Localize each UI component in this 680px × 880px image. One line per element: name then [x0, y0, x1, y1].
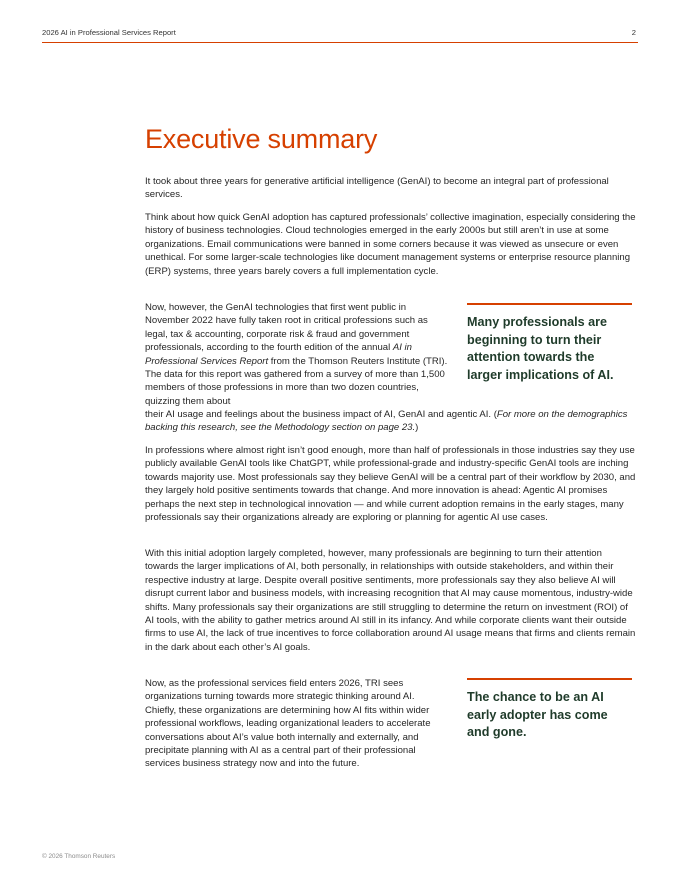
methodology-note: For more on the demographics backing this research, see the Methodology section on page 23. [145, 409, 628, 434]
page-number: 2 [631, 28, 636, 37]
paragraph-genai-roots-continued [145, 408, 637, 435]
paragraph-current-usage: In professions where almost right isn’t good enough, more than half of professionals in those industries say they use publicly available GenAI tools like ChatGPT, while professional-grade and industry-specific GenAI tools are inching towards majority use. Most professionals say they believe GenAI will be a central part of their workflow by 2030, and they largely hold positive sentiments towards that change. And more innovation is ahead: Agentic AI promises perhaps the next step in technological innovation — and while current adoption remains in the early stages, many professionals say their organizations already are exploring or planning for agentic AI use cases. [145, 445, 636, 524]
text-segment: Now, however, the GenAI technologies that first went public in November 2022 have fully taken root in critical professions such as legal, tax & accounting, corporate risk & fraud and government professionals, according to the fourth edition of the annual [145, 302, 428, 354]
text-segment: their AI usage and feelings about the business impact of AI, GenAI and agentic AI. ( [145, 409, 497, 420]
pull-quote-text: Many professionals are beginning to turn their attention towards the larger implications of AI. [467, 315, 614, 382]
paragraph-strategic-thinking: Now, as the professional services field enters 2026, TRI sees organizations turning towards more strategic thinking around AI. Chiefly, these organizations are determining how AI fits within wider professional workflows, leading organizational leaders to accelerate conversations about AI’s value both internally and externally, and precipitate planning with AI as a central part of their professional services business strategy now and into the future. [145, 678, 431, 770]
pull-quote-early-adopter [467, 678, 632, 742]
paragraph-larger-implications: With this initial adoption largely completed, however, many professionals are beginning to turn their attention towards the larger implications of AI, both personally, in relationships with outside stakeholders, and within their respective industry at large. Despite overall positive sentiments, more professionals say they also believe AI will disrupt current labor and business models, with increasing recognition that AI may cause momentous, industry-wide shifts. Many professionals say their organizations are still struggling to determine the return on investment (ROI) of AI tools, with the ability to gather metrics around AI still in its infancy. And while corporate clients want their outside firms to use AI, the lack of true incentives to force collaboration around AI usage means that firms and clients remain in the dark about each other’s AI goals. [145, 548, 636, 653]
page-header [42, 28, 638, 43]
text-segment: ) [415, 422, 419, 434]
text-segment: from the Thomson Reuters Institute (TRI). The data for this report was gathered from a survey of more than 1,500 members of those professions in more than two dozen countries, quizzing them about [145, 355, 448, 407]
page-title: Executive summary [145, 124, 378, 154]
footer-copyright: © 2026 Thomson Reuters [42, 853, 116, 860]
report-name: AI in Professional Services Report [145, 342, 412, 367]
paragraph-adoption-history: Think about how quick GenAI adoption has captured professionals’ collective imagination, especially considering the history of business technologies. Cloud technologies emerged in the early 2000s but still aren’t in use at some organizations. Email communications were banned in some corners because it was viewed as unsecure or even unethical. For some larger-scale technologies like document management systems or enterprise resource planning (ERP) systems, three years barely covers a full implementation cycle. [145, 212, 636, 277]
report-title: 2026 AI in Professional Services Report [42, 28, 176, 37]
pull-quote-text: The chance to be an AI early adopter has come and gone. [467, 690, 608, 740]
paragraph-intro: It took about three years for generative artificial intelligence (GenAI) to become an integral part of professional services. [145, 176, 609, 201]
paragraph-genai-roots [145, 301, 451, 408]
pull-quote-implications [467, 303, 632, 384]
